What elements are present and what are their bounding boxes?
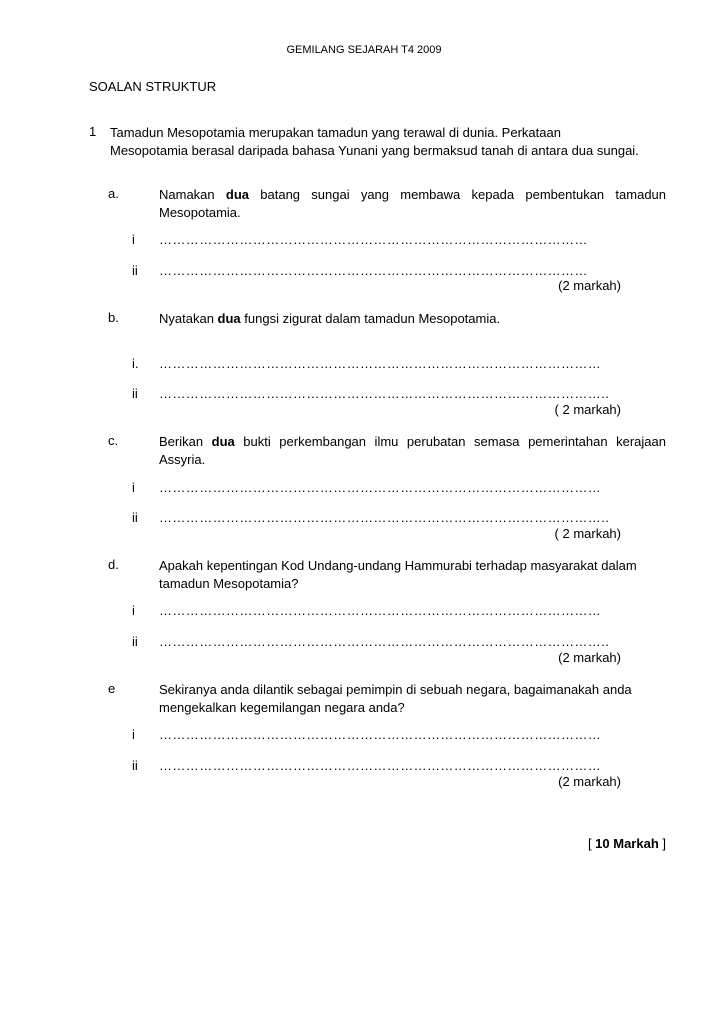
part-a-roman-ii: ii	[132, 263, 138, 278]
page-header: GEMILANG SEJARAH T4 2009	[286, 44, 442, 56]
part-d-roman-i: i	[132, 603, 135, 618]
part-d-answer-line-ii: ………………………………………………………………………………………..	[159, 634, 610, 649]
part-e-roman-ii: ii	[132, 758, 138, 773]
part-c-question	[159, 433, 666, 469]
part-c-text-pre: Berikan	[159, 434, 212, 449]
intro-line-2: Mesopotamia berasal daripada bahasa Yunani yang bermaksud tanah di antara dua sungai.	[110, 143, 639, 158]
part-d-answer-line-i: ………………………………………………………………………………………	[159, 603, 602, 618]
section-title: SOALAN STRUKTUR	[89, 79, 217, 94]
part-c-roman-ii: ii	[132, 510, 138, 525]
total-open-bracket: [	[587, 836, 596, 851]
part-d-line-1: Apakah kepentingan Kod Undang-undang Hammurabi terhadap masyarakat dalam	[159, 558, 637, 573]
part-e-answer-line-ii: ………………………………………………………………………………………	[159, 758, 602, 773]
part-c-letter: c.	[108, 433, 119, 448]
part-d-marks: (2 markah)	[558, 650, 621, 665]
part-a-line-1	[159, 186, 666, 204]
part-e-marks: (2 markah)	[558, 774, 621, 789]
part-a-answer-line-i: ……………………………………………………………………………………	[159, 232, 588, 247]
part-a-text-bold: dua	[225, 187, 250, 202]
part-d-letter: d.	[108, 557, 119, 572]
part-c-answer-line-ii: ………………………………………………………………………………………..	[159, 510, 610, 525]
part-b-question	[159, 310, 666, 328]
part-b-answer-line-ii: ………………………………………………………………………………………..	[159, 386, 610, 401]
total-marks-value: 10 Markah	[595, 836, 659, 851]
part-a-answer-line-ii: ……………………………………………………………………………………	[159, 263, 588, 278]
intro-line-1: Tamadun Mesopotamia merupakan tamadun yang terawal di dunia. Perkataan	[110, 125, 561, 140]
part-e-answer-line-i: ………………………………………………………………………………………	[159, 727, 602, 742]
part-e-letter: e	[108, 681, 116, 696]
part-e-line-1: Sekiranya anda dilantik sebagai pemimpin di sebuah negara, bagaimanakah anda	[159, 682, 632, 697]
part-e-roman-i: i	[132, 727, 135, 742]
part-b-answer-line-i: ………………………………………………………………………………………	[159, 356, 602, 371]
part-c-text-post: bukti perkembangan ilmu perubatan semasa pemerintahan kerajaan	[234, 434, 666, 449]
part-b-roman-ii: ii	[132, 386, 138, 401]
part-c-roman-i: i	[132, 480, 135, 495]
part-b-text-pre: Nyatakan	[159, 311, 218, 326]
part-a-question	[159, 186, 666, 222]
total-close-bracket: ]	[658, 836, 666, 851]
part-c-line-2: Assyria.	[159, 452, 206, 467]
question-intro	[110, 124, 670, 160]
part-a-roman-i: i	[132, 232, 135, 247]
part-c-marks: ( 2 markah)	[554, 526, 621, 541]
part-a-marks: (2 markah)	[558, 278, 621, 293]
part-b-letter: b.	[108, 310, 119, 325]
part-e-question	[159, 681, 666, 717]
part-e-line-2: mengekalkan kegemilangan negara anda?	[159, 700, 405, 715]
part-d-line-2: tamadun Mesopotamia?	[159, 576, 299, 591]
part-a-text-pre: Namakan	[159, 187, 226, 202]
part-d-question	[159, 557, 666, 593]
part-d-roman-ii: ii	[132, 634, 138, 649]
part-c-text-bold: dua	[211, 434, 235, 449]
part-c-line-1	[159, 433, 666, 451]
part-b-text-bold: dua	[217, 311, 241, 326]
part-c-answer-line-i: ………………………………………………………………………………………	[159, 480, 602, 495]
part-a-text-post: batang sungai yang membawa kepada pembentukan tamadun	[249, 187, 667, 202]
total-marks	[588, 836, 666, 851]
part-b-roman-i: i.	[132, 356, 139, 371]
part-b-marks: ( 2 markah)	[554, 402, 621, 417]
part-a-line-2: Mesopotamia.	[159, 205, 241, 220]
question-number: 1	[89, 124, 97, 139]
part-a-letter: a.	[108, 186, 119, 201]
part-b-text-post: fungsi zigurat dalam tamadun Mesopotamia.	[240, 311, 501, 326]
